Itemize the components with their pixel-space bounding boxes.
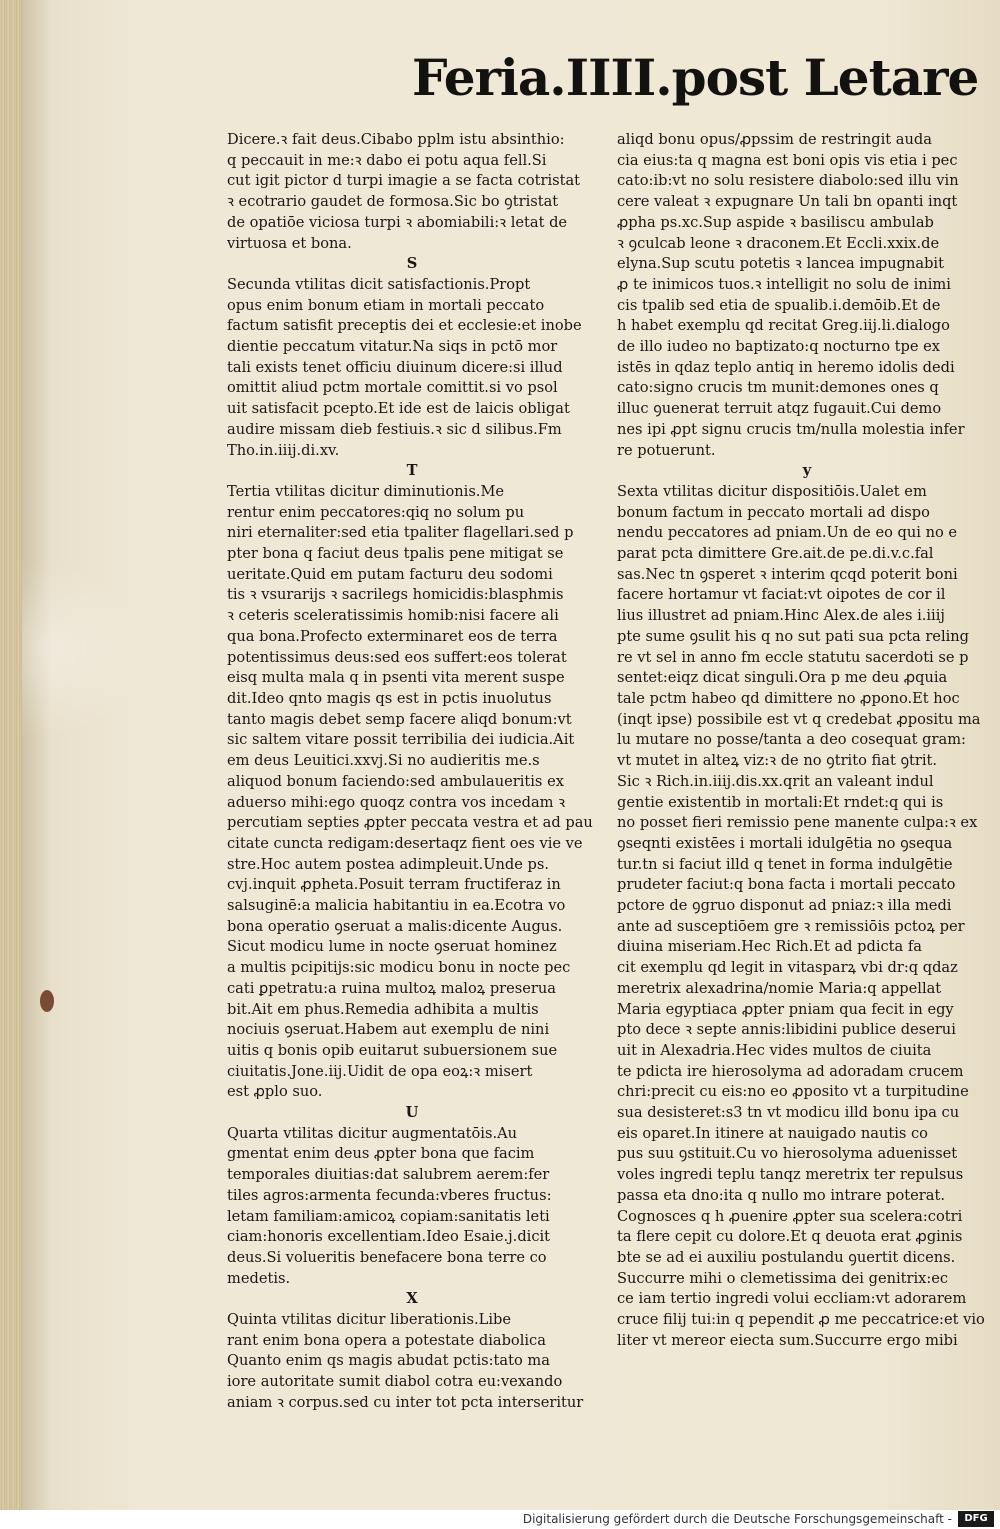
text-line: T (406, 462, 418, 480)
text-line: rentur enim peccatores:qiq no solum pu (227, 503, 525, 521)
text-line: deus.Si volueritis benefacere bona terre co (227, 1248, 547, 1266)
text-line: dientie peccatum vitatur.Na siqs in pctō mor (227, 338, 558, 356)
text-line: ꝯseqnti existēes i mortali idulgētia no ꝯsequa (617, 834, 953, 852)
footer-credit: Digitalisierung gefördert durch die Deutsche Forschungsgemeinschaft - (522, 1512, 952, 1526)
text-line: aliqd bonu opus/ꝓpssim de restringit auda (617, 131, 932, 148)
text-line: cato:signo crucis tm munit:demones ones q (617, 379, 939, 397)
text-line: Quanto enim qs magis abudat pctis:tato ma (227, 1352, 550, 1370)
text-line: q peccauit in me:ꝛ dabo ei potu aqua fell.Si (227, 151, 547, 169)
text-line: Sexta vtilitas dicitur dispositiōis.Ualet em (617, 482, 927, 500)
text-line: salsuginē:a malicia habitantiu in ea.Ecotra vo (227, 897, 566, 915)
text-line: S (406, 255, 418, 273)
text-line: pctore de ꝯgruo disponut ad pniaz:ꝛ illa medi (617, 897, 952, 915)
text-line: audire missam dieb festiuis.ꝛ sic d silibus.Fm (227, 420, 562, 438)
text-line: te pdicta ire hierosolyma ad adoradam crucem (617, 1062, 964, 1080)
text-line: eis oparet.In itinere at nauigado nautis co (617, 1124, 928, 1142)
text-line: nendu peccatores ad pniam.Un de eo qui no e (617, 524, 958, 542)
text-line: nociuis ꝯseruat.Habem aut exemplu de nini (227, 1021, 550, 1039)
text-line: eisq multa mala q in psenti vita merent suspe (227, 669, 565, 687)
text-line: meretrix alexadrina/nomie Maria:q appellat (617, 979, 942, 997)
text-line: ꝛ ceteris sceleratissimis homib:nisi facere ali (227, 607, 559, 625)
text-line: dit.Ideo qnto magis qs est in pctis inuolutus (227, 689, 552, 707)
text-line: sua desisteret:s3 tn vt modicu illd bonu ipa cu (617, 1104, 960, 1122)
text-line: no posset fieri remissio pene manente culpa:ꝛ ex (617, 814, 978, 832)
text-line: Sic ꝛ Rich.in.iiij.dis.xx.qrit an valeant indul (617, 772, 934, 790)
text-line: cato:ib:vt no solu resistere diabolo:sed illu vin (617, 172, 959, 190)
text-line: bte se ad ei auxiliu postulandu ꝯuertit dicens. (617, 1248, 956, 1266)
text-line: (inqt ipse) possibile est vt q credebat ꝓpositu ma (617, 710, 981, 728)
text-line: lius illustret ad pniam.Hinc Alex.de ales i.iiij (617, 607, 945, 625)
text-line: Quarta vtilitas dicitur augmentatōis.Au (227, 1124, 518, 1142)
text-line: ueritate.Quid em putam facturu deu sodomi (227, 565, 553, 583)
text-line: aduerso mihi:ego quoqz contra vos incedam ꝛ (227, 793, 566, 811)
text-line: Sicut modicu lume in nocte ꝯseruat hominez (227, 938, 557, 956)
text-line: elyna.Sup scutu potetis ꝛ lancea impugnabit (617, 255, 944, 273)
text-line: Quinta vtilitas dicitur liberationis.Libe (227, 1311, 512, 1329)
text-line: temporales diuitias:dat salubrem aerem:fer (227, 1166, 550, 1184)
text-line: Cognosces q h ꝓuenire ꝓpter sua scelera:cotri (617, 1207, 963, 1225)
text-line: aliquod bonum faciendo:sed ambulaueritis ex (227, 772, 564, 790)
text-line: ta flere cepit cu dolore.Et q deuota erat ꝓginis (617, 1228, 963, 1246)
text-line: citate cuncta redigam:desertaqz fient oes vie ve (227, 834, 583, 852)
text-line: voles ingredi teplu tanqz meretrix ter repulsus (617, 1166, 964, 1184)
right-text-column (617, 130, 997, 1351)
text-line: qua bona.Profecto exterminaret eos de terra (227, 627, 558, 645)
text-line: bona operatio ꝯseruat a malis:dicente Augus. (227, 917, 563, 935)
text-line: medetis. (227, 1269, 291, 1287)
text-line: ꝛ ꝯculcab leone ꝛ draconem.Et Eccli.xxix.de (617, 234, 940, 252)
text-line: Dicere.ꝛ fait deus.Cibabo pplm istu absinthio: (227, 131, 565, 148)
text-line: cvj.inquit ꝓpheta.Posuit terram fructiferaz in (227, 876, 561, 894)
text-line: X (406, 1290, 418, 1308)
digitization-footer (0, 1510, 1000, 1529)
running-title: Feria.IIII.post Letare (412, 48, 979, 107)
text-line: h habet exemplu qd recitat Greg.iij.li.dialogo (617, 317, 950, 335)
text-line: chri:precit cu eis:no eo ꝓposito vt a turpitudine (617, 1083, 969, 1101)
text-line: U (405, 1104, 419, 1122)
text-line: ꝓpha ps.xc.Sup aspide ꝛ basiliscu ambulab (617, 213, 934, 231)
text-line: liter vt mereor eiecta sum.Succurre ergo mibi (617, 1331, 958, 1349)
ink-stain (40, 990, 54, 1012)
text-line: ciuitatis.Jone.iij.Uidit de opa eoꝝ:ꝛ misert (227, 1062, 533, 1080)
text-line: Succurre mihi o clemetissima dei genitrix:ec (617, 1269, 949, 1287)
text-line: ciam:honoris excellentiam.Ideo Esaie.j.dicit (227, 1228, 551, 1246)
text-line: factum satisfit preceptis dei et ecclesie:et inobe (227, 317, 582, 335)
text-line: pus suu ꝯstituit.Cu vo hierosolyma aduenisset (617, 1145, 958, 1163)
text-line: tale pctm habeo qd dimittere no ꝓpono.Et hoc (617, 689, 960, 707)
text-line: cis tpalib sed etia de spualib.i.demōib.Et de (617, 296, 941, 314)
text-line: diuina miseriam.Hec Rich.Et ad pdicta fa (617, 938, 922, 956)
dfg-logo: DFG (958, 1511, 994, 1527)
text-line: Maria egyptiaca ꝓpter pniam qua fecit in egy (617, 1000, 954, 1018)
text-line: pter bona q faciut deus tpalis pene mitigat se (227, 545, 564, 563)
text-line: cati ꝑpetratu:a ruina multoꝝ maloꝝ preserua (227, 979, 556, 997)
text-line: cit exemplu qd legit in vitasparꝝ vbi dr:q qdaz (617, 959, 958, 977)
text-line: Tho.in.iiij.di.xv. (227, 441, 340, 459)
text-line: pte sume ꝯsulit his q no sut pati sua pcta reling (617, 627, 970, 645)
text-line: ꝛ ecotrario gaudet de formosa.Sic bo ꝯtristat (227, 193, 559, 211)
text-line: uitis q bonis opib euitarut subuersionem sue (227, 1041, 558, 1059)
text-line: ce iam tertio ingredi volui eccliam:vt adorarem (617, 1290, 967, 1308)
text-line: istēs in qdaz teplo antiq in heremo idolis dedi (617, 358, 955, 376)
text-line: ante ad susceptiōem gre ꝛ remissiōis pctoꝝ per (617, 917, 965, 935)
text-line: tanto magis debet semp facere aliqd bonum:vt (227, 710, 572, 728)
text-line: bonum factum in peccato mortali ad dispo (617, 503, 930, 521)
text-line: gentie existentib in mortali:Et rndet:q qui is (617, 793, 944, 811)
text-line: passa eta dno:ita q nullo mo intrare poterat. (617, 1186, 945, 1204)
text-line: nes ipi ꝓpt signu crucis tm/nulla molestia infer (617, 420, 965, 438)
text-line: aniam ꝛ corpus.sed cu inter tot pcta interseritur (227, 1393, 584, 1411)
text-line: gmentat enim deus ꝓpter bona que facim (227, 1145, 535, 1163)
text-line: pto dece ꝛ septe annis:libidini publice deserui (617, 1021, 956, 1039)
text-line: cut igit pictor d turpi imagie a se facta cotristat (227, 172, 581, 190)
text-line: tis ꝛ vsurarijs ꝛ sacrilegs homicidis:blasphmis (227, 586, 564, 604)
book-page (22, 0, 1000, 1510)
text-line: ꝓ te inimicos tuos.ꝛ intelligit no solu de inimi (617, 275, 951, 293)
text-line: Secunda vtilitas dicit satisfactionis.Propt (227, 275, 531, 293)
left-text-column (227, 130, 597, 1414)
text-line: a multis pcipitijs:sic modicu bonu in nocte pec (227, 959, 571, 977)
text-line: de opatiōe viciosa turpi ꝛ abomiabili:ꝛ letat de (227, 213, 568, 231)
text-line: de illo iudeo no baptizato:q nocturno tpe ex (617, 338, 940, 356)
text-line: re potuerunt. (617, 441, 716, 459)
text-line: parat pcta dimittere Gre.ait.de pe.di.v.c.fal (617, 545, 934, 563)
text-line: sentet:eiqz dicat singuli.Ora p me deu ꝓquia (617, 669, 948, 687)
text-line: iore autoritate sumit diabol cotra eu:vexando (227, 1373, 563, 1391)
text-line: facere hortamur vt faciat:vt oipotes de cor il (617, 586, 946, 604)
text-line: uit in Alexadria.Hec vides multos de ciuita (617, 1041, 932, 1059)
text-line: re vt sel in anno fm eccle statutu sacerdoti se p (617, 648, 969, 666)
text-line: Tertia vtilitas dicitur diminutionis.Me (227, 482, 505, 500)
text-line: potentissimus deus:sed eos suffert:eos tolerat (227, 648, 567, 666)
text-line: bit.Ait em phus.Remedia adhibita a multis (227, 1000, 539, 1018)
text-line: vt mutet in alteꝝ viz:ꝛ de no ꝯtrito fiat ꝯtrit. (617, 752, 938, 770)
text-line: omittit aliud pctm mortale comittit.si vo psol (227, 379, 558, 397)
clip-shadow (22, 560, 142, 740)
text-line: sas.Nec tn ꝯsperet ꝛ interim qcqd poterit boni (617, 565, 958, 583)
text-line: rant enim bona opera a potestate diabolica (227, 1331, 546, 1349)
text-line: lu mutare no posse/tanta a deo cosequat gram: (617, 731, 966, 749)
text-line: em deus Leuitici.xxvj.Si no audieritis me.s (227, 752, 540, 770)
text-line: percutiam septies ꝓpter peccata vestra et ad pau (227, 814, 593, 832)
text-line: cruce filij tui:in q pependit ꝓ me peccatrice:et vio (617, 1311, 985, 1329)
text-line: cere valeat ꝛ expugnare Un tali bn opanti inqt (617, 193, 958, 211)
text-line: stre.Hoc autem postea adimpleuit.Unde ps. (227, 855, 550, 873)
text-line: tur.tn si faciut illd q tenet in forma indulgētie (617, 855, 953, 873)
text-line: virtuosa et bona. (227, 234, 352, 252)
text-line: cia eius:ta q magna est boni opis vis etia i pec (617, 151, 958, 169)
text-line: tiles agros:armenta fecunda:vberes fructus: (227, 1186, 552, 1204)
text-line: y (802, 462, 812, 480)
text-line: illuc ꝯuenerat terruit atqz fugauit.Cui demo (617, 400, 942, 418)
text-line: tali exists tenet officiu diuinum dicere:si illud (227, 358, 563, 376)
text-line: niri eternaliter:sed etia tpaliter flagellari.sed p (227, 524, 574, 542)
text-line: letam familiam:amicoꝝ copiam:sanitatis leti (227, 1207, 550, 1225)
text-line: sic saltem vitare possit terribilia dei iudicia.Ait (227, 731, 575, 749)
text-line: uit satisfacit pcepto.Et ide est de laicis obligat (227, 400, 570, 418)
text-line: opus enim bonum etiam in mortali peccato (227, 296, 545, 314)
text-line: est ꝓplo suo. (227, 1083, 323, 1101)
text-line: prudeter faciut:q bona facta i mortali peccato (617, 876, 956, 894)
